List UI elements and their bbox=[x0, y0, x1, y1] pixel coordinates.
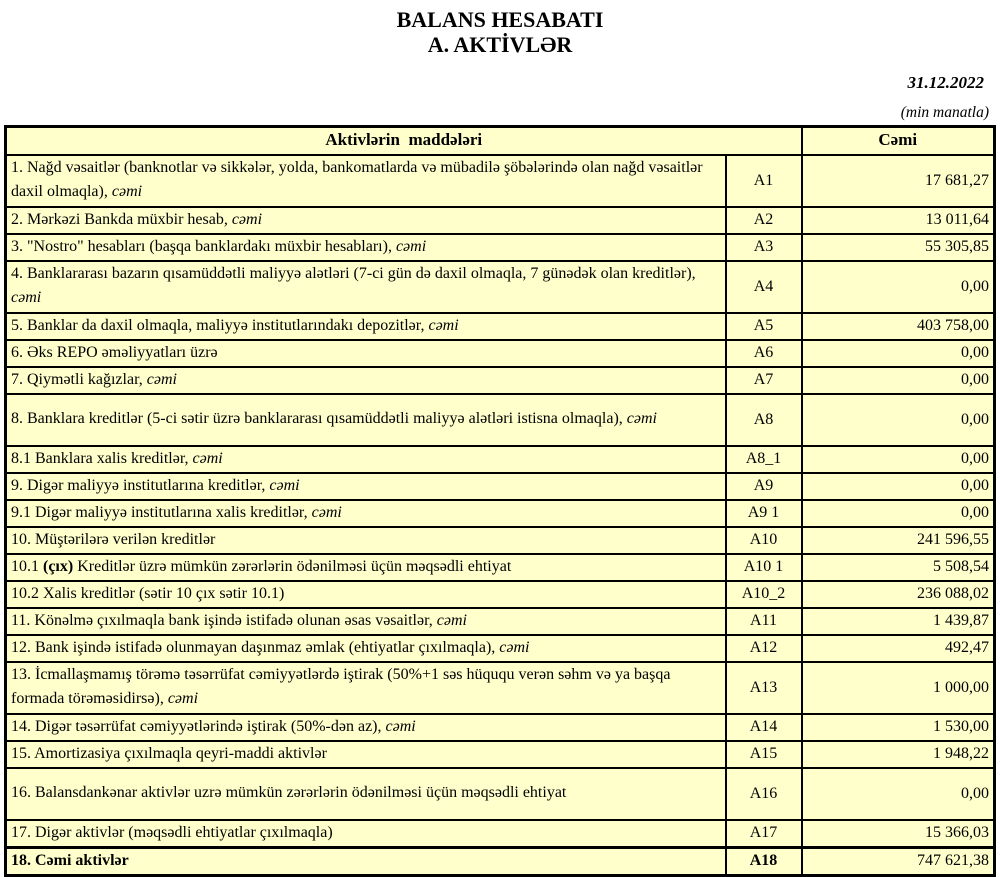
row-code: A13 bbox=[726, 662, 802, 714]
row-amount: 15 366,03 bbox=[802, 820, 995, 848]
row-label bbox=[6, 446, 726, 473]
row-label-segment: 4. Banklararası bazarın qısamüddətli maliyyə alətləri (7-ci gün də daxil olmaqla, 7 günədək olan kreditlər), bbox=[11, 265, 696, 282]
row-label bbox=[6, 527, 726, 554]
row-code: A17 bbox=[726, 820, 802, 848]
row-amount: 236 088,02 bbox=[802, 581, 995, 608]
row-amount: 13 011,64 bbox=[802, 207, 995, 234]
row-label-segment: 13. İcmallaşmamış törəmə təsərrüfat cəmiyyətlərdə iştirak (50%+1 səs hüququ verən səhm və ya başqa formada törəməsidirsə), bbox=[11, 666, 671, 707]
row-label-segment: 10. Müştərilərə verilən kreditlər bbox=[11, 530, 216, 548]
row-amount: 1 000,00 bbox=[802, 662, 995, 714]
row-label-segment: 8. Banklara kreditlər (5-ci sətir üzrə banklararası qısamüddətli maliyyə alətləri istisna olmaqla), bbox=[11, 410, 627, 427]
table-row bbox=[6, 608, 995, 635]
row-amount: 1 530,00 bbox=[802, 714, 995, 741]
row-amount: 0,00 bbox=[802, 768, 995, 820]
row-label bbox=[6, 581, 726, 608]
row-amount: 0,00 bbox=[802, 446, 995, 473]
row-label-segment: 3. "Nostro" hesabları (başqa banklardakı müxbir hesabları), bbox=[11, 237, 396, 255]
table-row bbox=[6, 820, 995, 848]
row-code: A15 bbox=[726, 741, 802, 768]
row-amount: 0,00 bbox=[802, 261, 995, 313]
table-row bbox=[6, 741, 995, 768]
table-row bbox=[6, 847, 995, 875]
row-label-segment: 10.1 bbox=[11, 557, 43, 575]
row-label bbox=[6, 473, 726, 500]
report-date: 31.12.2022 bbox=[907, 73, 984, 92]
row-code: A11 bbox=[726, 608, 802, 635]
row-code: A4 bbox=[726, 261, 802, 313]
row-amount: 5 508,54 bbox=[802, 554, 995, 581]
row-label-segment: 6. Əks REPO əməliyyatları üzrə bbox=[11, 343, 218, 361]
row-code: A8 bbox=[726, 394, 802, 446]
row-code: A10 1 bbox=[726, 554, 802, 581]
row-label-segment: cəmi bbox=[395, 237, 427, 255]
row-code: A18 bbox=[726, 847, 802, 875]
row-code: A16 bbox=[726, 768, 802, 820]
table-row bbox=[6, 446, 995, 473]
row-label bbox=[6, 340, 726, 367]
balance-table bbox=[4, 125, 996, 877]
row-code: A14 bbox=[726, 714, 802, 741]
row-amount: 55 305,85 bbox=[802, 234, 995, 261]
row-label bbox=[6, 554, 726, 581]
row-code: A5 bbox=[726, 313, 802, 340]
row-label-segment: 5. Banklar da daxil olmaqla, maliyyə institutlarındakı depozitlər, bbox=[11, 316, 429, 334]
row-amount: 747 621,38 bbox=[802, 847, 995, 875]
table-row bbox=[6, 473, 995, 500]
row-label bbox=[6, 820, 726, 848]
table-row bbox=[6, 261, 995, 313]
table-row bbox=[6, 394, 995, 446]
table-row bbox=[6, 635, 995, 662]
row-label-segment: cəmi bbox=[436, 611, 467, 629]
row-label-segment: cəmi bbox=[146, 370, 177, 388]
row-label bbox=[6, 714, 726, 741]
table-row bbox=[6, 527, 995, 554]
row-label-segment: 2. Mərkəzi Bankda müxbir hesab bbox=[11, 210, 224, 228]
row-label bbox=[6, 500, 726, 527]
page-title: BALANS HESABATI bbox=[396, 7, 604, 32]
row-label bbox=[6, 234, 726, 261]
table-row bbox=[6, 714, 995, 741]
table-row bbox=[6, 207, 995, 234]
row-label bbox=[6, 635, 726, 662]
row-label-segment: Kreditlər üzrə mümkün zərərlərin ödənilməsi üçün məqsədli ehtiyat bbox=[73, 557, 512, 575]
row-label-segment: cəmi bbox=[11, 289, 42, 306]
row-amount: 403 758,00 bbox=[802, 313, 995, 340]
row-amount: 0,00 bbox=[802, 500, 995, 527]
row-label-segment: 7. Qiymətli kağızlar, bbox=[11, 370, 147, 388]
row-label-segment: 12. Bank işində istifadə olunmayan daşınmaz əmlak (ehtiyatlar çıxılmaqla), bbox=[11, 638, 500, 656]
row-label bbox=[6, 662, 726, 714]
row-label-segment: cəmi bbox=[626, 410, 657, 427]
table-row bbox=[6, 768, 995, 820]
row-amount: 241 596,55 bbox=[802, 527, 995, 554]
row-label-segment: cəmi bbox=[167, 690, 199, 707]
table-row bbox=[6, 581, 995, 608]
row-label-segment: 10.2 Xalis kreditlər (sətir 10 çıx sətir 10.1) bbox=[11, 584, 285, 602]
row-amount: 0,00 bbox=[802, 367, 995, 394]
row-amount: 0,00 bbox=[802, 394, 995, 446]
row-code: A10_2 bbox=[726, 581, 802, 608]
row-label-segment: 9. Digər maliyyə institutlarına kreditlər, bbox=[11, 476, 270, 494]
row-code: A10 bbox=[726, 527, 802, 554]
row-label-segment: 15. Amortizasiya çıxılmaqla qeyri-maddi aktivlər bbox=[11, 744, 327, 762]
row-amount: 17 681,27 bbox=[802, 155, 995, 207]
row-label-segment: cəmi bbox=[428, 316, 459, 334]
row-label-segment: cəmi bbox=[499, 638, 530, 656]
row-label-segment: cəmi bbox=[385, 717, 416, 735]
row-label-segment: 11. Könəlmə çıxılmaqla bank işində istifadə olunan əsas vəsaitlər, bbox=[11, 611, 437, 629]
row-label-segment: 9.1 Digər maliyyə institutlarına xalis kreditlər, bbox=[11, 503, 312, 521]
row-label-segment: cəmi bbox=[269, 476, 300, 494]
row-label bbox=[6, 261, 726, 313]
row-label bbox=[6, 207, 726, 234]
page-subtitle: A. AKTİVLƏR bbox=[427, 32, 573, 57]
row-label bbox=[6, 741, 726, 768]
row-amount: 0,00 bbox=[802, 340, 995, 367]
row-label-segment: 17. Digər aktivlər (məqsədli ehtiyatlar çıxılmaqla) bbox=[11, 823, 333, 841]
row-label bbox=[6, 367, 726, 394]
row-label-segment: cəmi bbox=[111, 183, 143, 200]
row-label bbox=[6, 847, 726, 875]
row-code: A12 bbox=[726, 635, 802, 662]
table-row bbox=[6, 340, 995, 367]
row-label-segment: (çıx) bbox=[43, 557, 74, 575]
row-amount: 492,47 bbox=[802, 635, 995, 662]
row-amount: 1 948,22 bbox=[802, 741, 995, 768]
row-label-segment: 14. Digər təsərrüfat cəmiyyətlərində iştirak (50%-dən az), bbox=[11, 717, 386, 735]
row-code: A1 bbox=[726, 155, 802, 207]
table-row bbox=[6, 500, 995, 527]
row-label-segment: 1. Nağd vəsaitlər (banknotlar və sikkələr, yolda, bankomatlarda və mübadilə şöbələrində olan nağd vəsaitlər daxil olmaqla), bbox=[11, 159, 703, 200]
row-label bbox=[6, 608, 726, 635]
row-code: A9 bbox=[726, 473, 802, 500]
row-label-segment: 18. Cəmi aktivlər bbox=[11, 851, 129, 869]
column-header-total: Cəmi bbox=[802, 127, 995, 155]
row-code: A6 bbox=[726, 340, 802, 367]
row-amount: 1 439,87 bbox=[802, 608, 995, 635]
row-code: A3 bbox=[726, 234, 802, 261]
row-label bbox=[6, 155, 726, 207]
row-label bbox=[6, 313, 726, 340]
row-label bbox=[6, 768, 726, 820]
row-label-segment: 8.1 Banklara xalis kreditlər, bbox=[11, 449, 193, 467]
row-label-segment: cəmi bbox=[311, 503, 342, 521]
row-code: A2 bbox=[726, 207, 802, 234]
row-label-segment: cəmi bbox=[192, 449, 223, 467]
unit-note: (min manatla) bbox=[900, 104, 989, 121]
row-amount: 0,00 bbox=[802, 473, 995, 500]
row-code: A8_1 bbox=[726, 446, 802, 473]
table-header-row bbox=[6, 127, 995, 155]
table-row bbox=[6, 155, 995, 207]
balance-table-body bbox=[6, 155, 995, 876]
row-code: A9 1 bbox=[726, 500, 802, 527]
table-row bbox=[6, 367, 995, 394]
table-row bbox=[6, 234, 995, 261]
row-code: A7 bbox=[726, 367, 802, 394]
table-row bbox=[6, 554, 995, 581]
row-label-segment: , cəmi bbox=[223, 210, 263, 228]
table-row bbox=[6, 662, 995, 714]
column-header-items: Aktivlərin maddələri bbox=[6, 127, 802, 155]
row-label-segment: 16. Balansdankənar aktivlər uzrə mümkün zərərlərin ödənilməsi üçün məqsədli ehtiyat bbox=[11, 784, 567, 801]
table-row bbox=[6, 313, 995, 340]
row-label bbox=[6, 394, 726, 446]
